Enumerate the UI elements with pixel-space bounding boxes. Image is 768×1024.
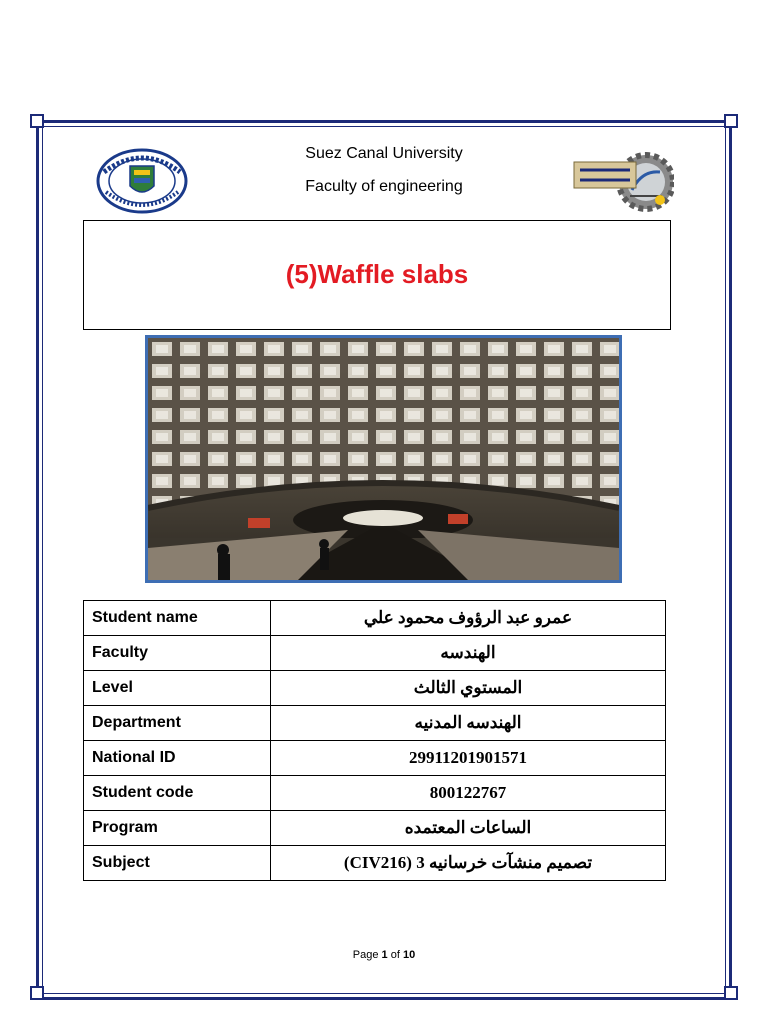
waffle-vault-image: [148, 338, 619, 580]
row-value: عمرو عبد الرؤوف محمود علي: [271, 601, 666, 636]
waffle-slab-photo: [145, 335, 622, 583]
row-label: Level: [84, 671, 271, 706]
table-row: [84, 811, 666, 846]
row-label: Faculty: [84, 636, 271, 671]
row-label: Subject: [84, 846, 271, 881]
row-label: Student name: [84, 601, 271, 636]
table-row: [84, 846, 666, 881]
student-info-table: [83, 600, 666, 881]
row-value: المستوي الثالث: [271, 671, 666, 706]
row-value: تصميم منشآت خرسانيه 3 (CIV216): [271, 846, 666, 881]
row-value: 800122767: [271, 776, 666, 811]
page-number: [0, 949, 768, 961]
table-row: [84, 601, 666, 636]
faculty-name: Faculty of engineering: [305, 178, 463, 195]
table-row: [84, 706, 666, 741]
page-total: 10: [402, 949, 416, 961]
row-value: 29911201901571: [271, 741, 666, 776]
table-row: [84, 741, 666, 776]
table-row: [84, 671, 666, 706]
row-value: الهندسه: [271, 636, 666, 671]
row-value: الساعات المعتمده: [271, 811, 666, 846]
page-current: 1: [381, 949, 388, 961]
frame-corner: [724, 986, 738, 1000]
university-name: Suez Canal University: [305, 145, 463, 162]
table-row: [84, 636, 666, 671]
frame-corner: [30, 114, 44, 128]
row-label: National ID: [84, 741, 271, 776]
page-sep: of: [387, 949, 403, 961]
table-row: [84, 776, 666, 811]
document-title: (5)Waffle slabs: [285, 259, 469, 289]
page-prefix: Page: [352, 949, 382, 961]
frame-corner: [30, 986, 44, 1000]
row-label: Student code: [84, 776, 271, 811]
title-box: [83, 220, 671, 330]
row-label: Department: [84, 706, 271, 741]
row-value: الهندسه المدنيه: [271, 706, 666, 741]
frame-corner: [724, 114, 738, 128]
row-label: Program: [84, 811, 271, 846]
